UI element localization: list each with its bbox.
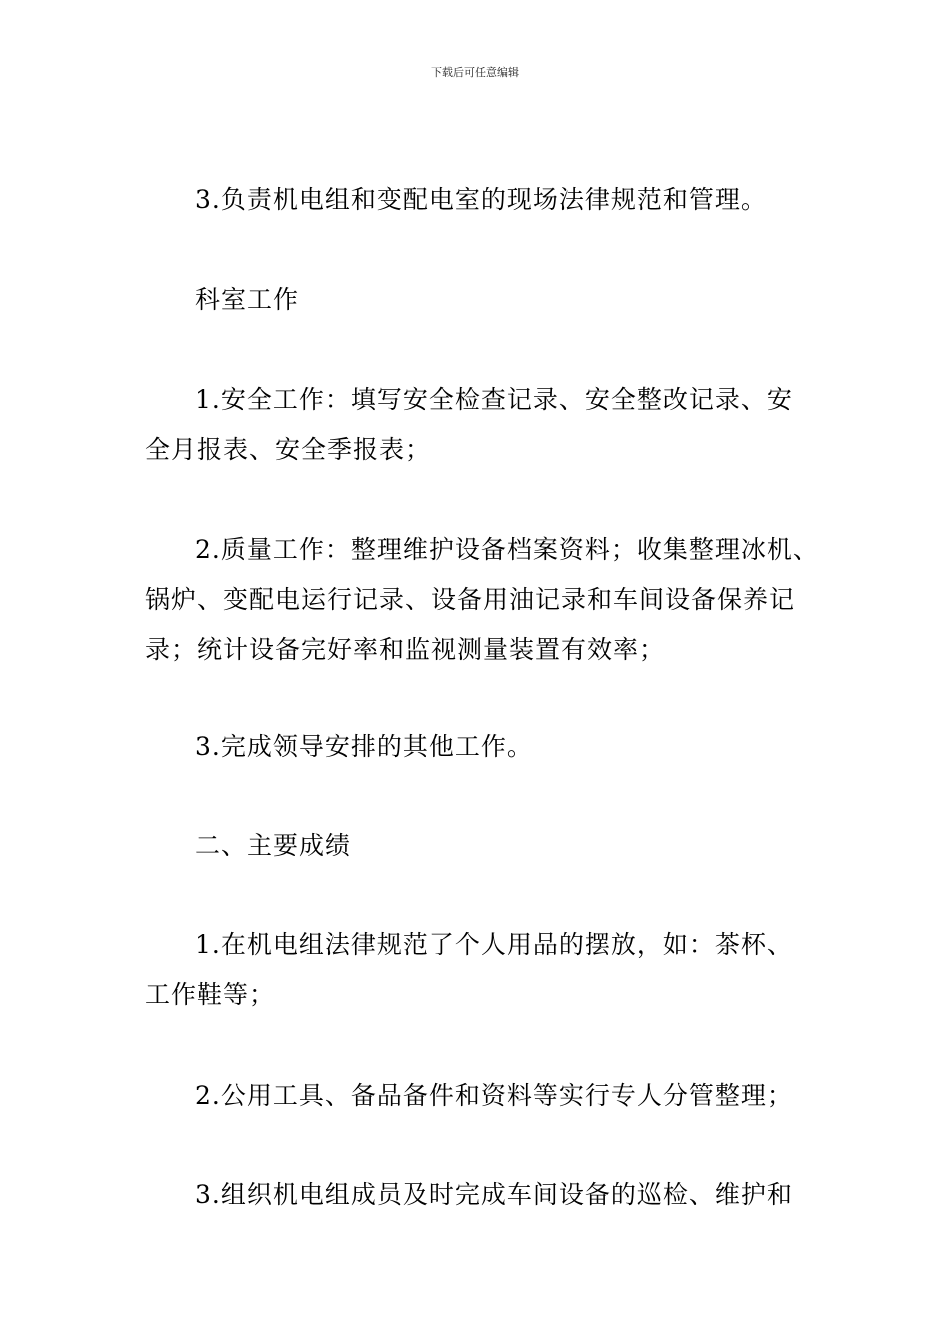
paragraph-achievement-1 [145, 920, 810, 1020]
paragraph-line: 2.质量工作：整理维护设备档案资料；收集整理冰机、 [195, 535, 819, 564]
paragraph-line: 全月报表、安全季报表； [145, 435, 432, 464]
paragraph-line: 工作鞋等； [145, 980, 276, 1009]
section-heading-office-work [145, 275, 810, 325]
paragraph-other-work [145, 722, 810, 772]
paragraph-duty-3 [145, 175, 810, 225]
section-heading-achievements [145, 821, 810, 871]
heading-line: 科室工作 [195, 285, 300, 314]
page-header-note: 下载后可任意编辑 [431, 66, 519, 79]
paragraph-achievement-2 [145, 1071, 810, 1121]
paragraph-line: 锅炉、变配电运行记录、设备用油记录和车间设备保养记 [145, 585, 796, 614]
paragraph-line: 1.在机电组法律规范了个人用品的摆放，如：茶杯、 [195, 930, 793, 959]
paragraph-quality-work [145, 525, 819, 675]
paragraph-line: 3.负责机电组和变配电室的现场法律规范和管理。 [195, 185, 767, 214]
paragraph-achievement-3 [145, 1170, 810, 1220]
paragraph-line: 2.公用工具、备品备件和资料等实行专人分管整理； [195, 1081, 793, 1110]
paragraph-safety-work [145, 375, 810, 475]
paragraph-line: 录；统计设备完好率和监视测量装置有效率； [145, 635, 666, 664]
paragraph-line: 3.完成领导安排的其他工作。 [195, 732, 533, 761]
heading-line: 二、主要成绩 [195, 831, 352, 860]
paragraph-line: 1.安全工作：填写安全检查记录、安全整改记录、安 [195, 385, 793, 414]
paragraph-line: 3.组织机电组成员及时完成车间设备的巡检、维护和 [195, 1180, 793, 1209]
